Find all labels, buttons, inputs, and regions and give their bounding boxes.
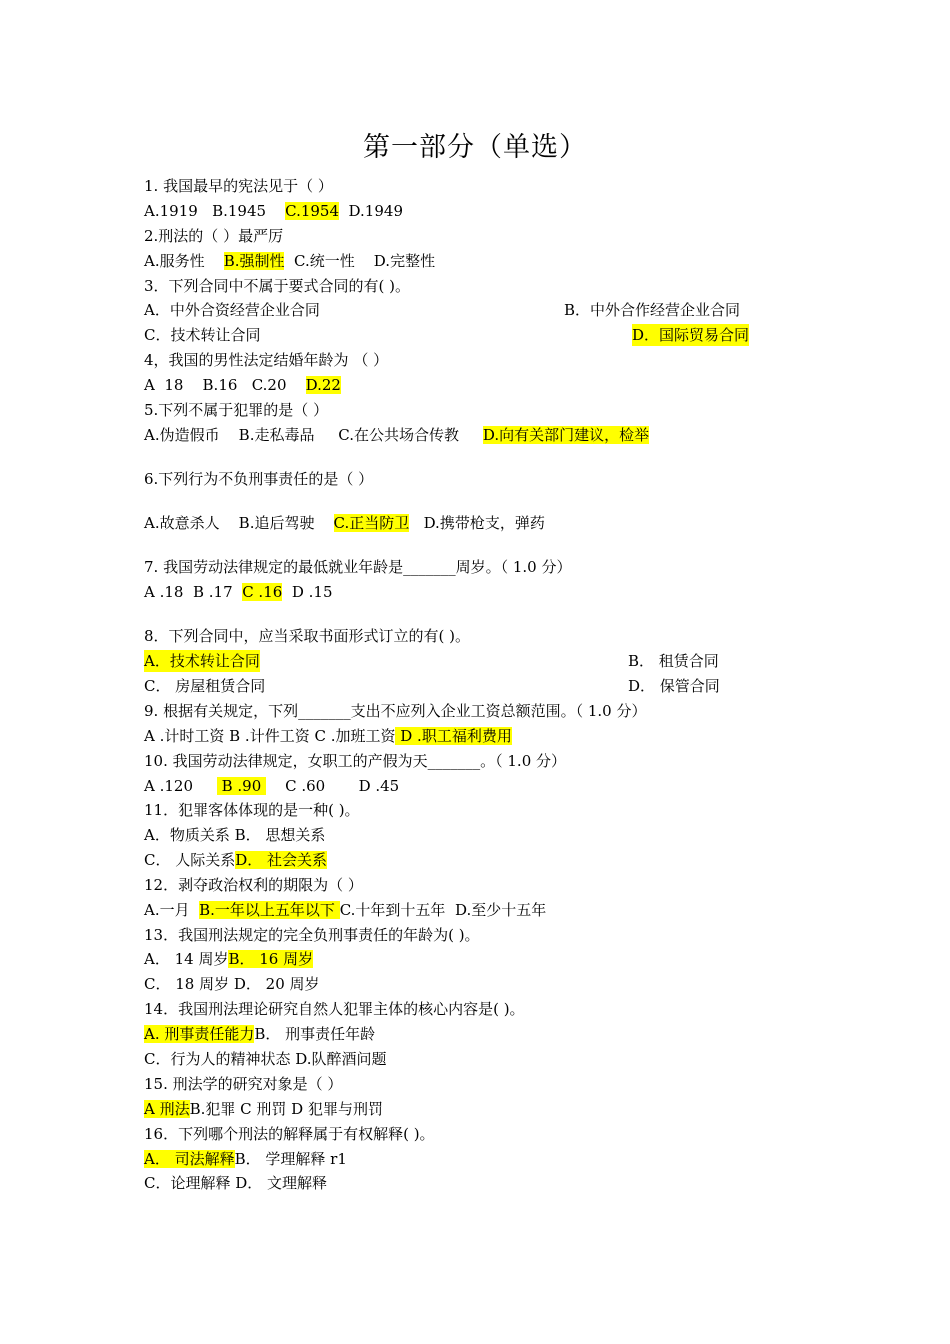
question-10: 10. 我国劳动法律规定，女职工的产假为天_______。（ 1.0 分） xyxy=(144,752,567,770)
question-11-options-ab: A．物质关系 B． 思想关系 xyxy=(144,826,326,844)
answer-highlight: D.向有关部门建议，检举 xyxy=(482,426,650,444)
option-text: A 18 B.16 C.20 xyxy=(144,376,306,394)
question-4-options xyxy=(144,374,341,396)
question-8-option-c: C． 房屋租赁合同 xyxy=(144,677,266,695)
question-11-options-cd xyxy=(144,849,327,871)
option-text: B.犯罪 C 刑罚 D 犯罪与刑罚 xyxy=(189,1100,383,1118)
answer-highlight: C.正当防卫 xyxy=(333,514,410,532)
option-text: C． 人际关系 xyxy=(144,851,236,869)
question-7: 7. 我国劳动法律规定的最低就业年龄是_______周岁。（ 1.0 分） xyxy=(144,558,572,576)
question-13-options-ab xyxy=(144,948,313,970)
question-11: 11．犯罪客体体现的是一种( )。 xyxy=(144,801,360,819)
question-1-options xyxy=(144,200,403,222)
option-text: A.1919 B.1945 xyxy=(144,202,286,220)
question-8: 8．下列合同中，应当采取书面形式订立的有( )。 xyxy=(144,627,471,645)
option-text: C .60 D .45 xyxy=(266,777,400,795)
question-2-options xyxy=(144,250,435,272)
option-text: C.统一性 D.完整性 xyxy=(284,252,436,270)
question-3-option-c: C．技术转让合同 xyxy=(144,326,261,344)
question-14-options-ab xyxy=(144,1023,375,1045)
option-text: D.1949 xyxy=(339,202,403,220)
answer-highlight: A．技术转让合同 xyxy=(144,652,260,670)
answer-highlight: D .职工福利费用 xyxy=(395,727,512,745)
question-5: 5.下列不属于犯罪的是（ ） xyxy=(144,401,329,419)
option-text: D.携带枪支，弹药 xyxy=(409,514,545,532)
question-9: 9. 根据有关规定，下列_______支出不应列入企业工资总额范围。（ 1.0 分） xyxy=(144,702,647,720)
question-14: 14．我国刑法理论研究自然人犯罪主体的核心内容是( )。 xyxy=(144,1000,525,1018)
question-5-options xyxy=(144,424,649,446)
question-14-options-cd: C．行为人的精神状态 D.队醉酒问题 xyxy=(144,1050,387,1068)
question-13: 13．我国刑法规定的完全负刑事责任的年龄为( )。 xyxy=(144,926,480,944)
question-10-options xyxy=(144,775,399,797)
option-text: C.十年到十五年 D.至少十五年 xyxy=(339,901,547,919)
option-text: A .120 xyxy=(144,777,217,795)
answer-highlight: B.一年以上五年以下 xyxy=(199,901,340,919)
question-4: 4，我国的男性法定结婚年龄为 （ ） xyxy=(144,351,389,369)
answer-highlight: C.1954 xyxy=(285,202,340,220)
option-text: A． 14 周岁 xyxy=(144,950,229,968)
option-text: B． 刑事责任年龄 xyxy=(254,1025,376,1043)
question-2: 2.刑法的（ ）最严厉 xyxy=(144,227,284,245)
option-text: D .15 xyxy=(282,583,333,601)
question-6-options xyxy=(144,512,545,534)
question-15: 15. 刑法学的研究对象是（ ） xyxy=(144,1075,343,1093)
question-16-options-ab xyxy=(144,1148,347,1170)
question-9-options xyxy=(144,725,512,747)
question-8-option-b: B． 租赁合同 xyxy=(628,652,719,670)
question-16-options-cd: C．论理解释 D． 文理解释 xyxy=(144,1174,328,1192)
page-title: 第一部分（单选） xyxy=(363,132,587,163)
answer-highlight: A． 司法解释 xyxy=(144,1150,235,1168)
answer-highlight: C .16 xyxy=(242,583,283,601)
question-6: 6.下列行为不负刑事责任的是（ ） xyxy=(144,470,374,488)
question-16: 16．下列哪个刑法的解释属于有权解释( )。 xyxy=(144,1125,435,1143)
option-text: A .计时工资 B .计件工资 C .加班工资 xyxy=(144,727,396,745)
question-12: 12．剥夺政治权利的期限为（ ） xyxy=(144,876,363,894)
option-text: B． 学理解释 r1 xyxy=(234,1150,347,1168)
answer-highlight: B． 16 周岁 xyxy=(228,950,314,968)
answer-highlight: D.22 xyxy=(305,376,341,394)
answer-highlight: D．国际贸易合同 xyxy=(632,326,750,344)
option-text: A.一月 xyxy=(144,901,200,919)
answer-highlight: D． 社会关系 xyxy=(235,851,328,869)
question-15-options xyxy=(144,1098,383,1120)
answer-highlight: A. 刑事责任能力 xyxy=(144,1025,255,1043)
question-12-options xyxy=(144,899,546,921)
question-3-option-b: B．中外合作经营企业合同 xyxy=(564,301,741,319)
question-1: 1. 我国最早的宪法见于（ ） xyxy=(144,177,333,195)
option-text: A.伪造假币 B.走私毒品 C.在公共场合传教 xyxy=(144,426,483,444)
question-3: 3．下列合同中不属于要式合同的有( )。 xyxy=(144,277,411,295)
question-3-option-a: A．中外合资经营企业合同 xyxy=(144,301,320,319)
question-13-options-cd: C． 18 周岁 D． 20 周岁 xyxy=(144,975,320,993)
question-8-option-d: D． 保管合同 xyxy=(628,677,720,695)
option-text: A .18 B .17 xyxy=(144,583,243,601)
option-text: A.服务性 xyxy=(144,252,224,270)
question-7-options xyxy=(144,581,332,603)
answer-highlight: A 刑法 xyxy=(144,1100,190,1118)
answer-highlight: B .90 xyxy=(216,777,267,795)
option-text: A.故意杀人 B.追后驾驶 xyxy=(144,514,334,532)
answer-highlight: B.强制性 xyxy=(223,252,285,270)
